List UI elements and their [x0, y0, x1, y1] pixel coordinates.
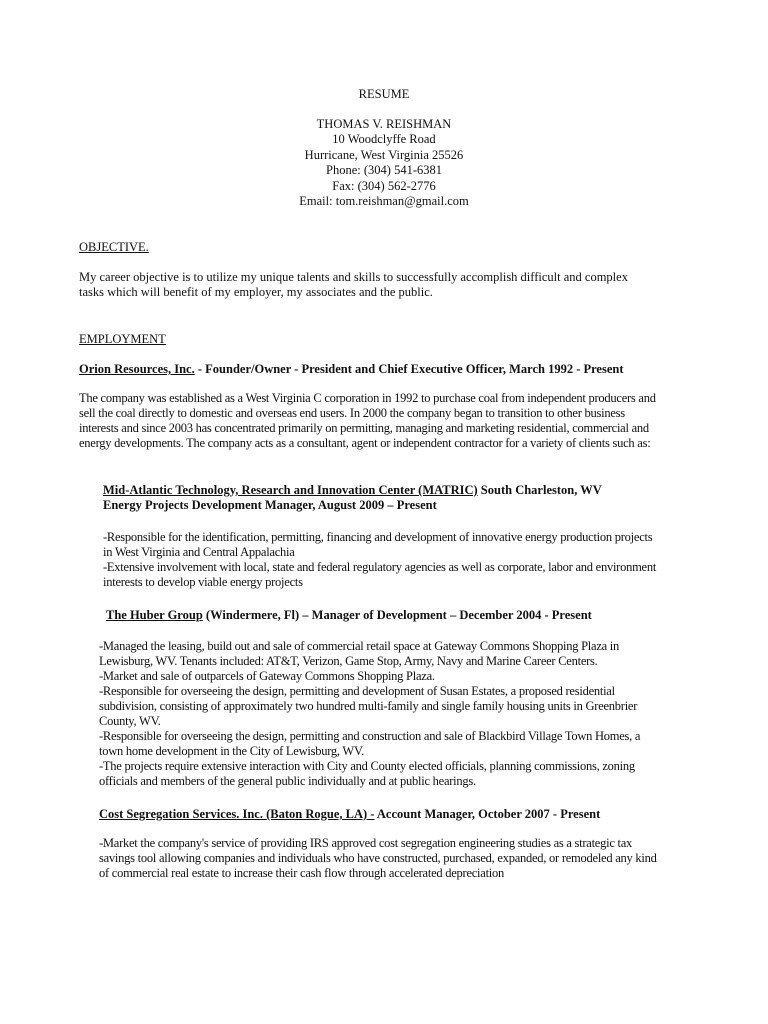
street-address: 10 Woodclyffe Road — [332, 132, 436, 146]
huber-role: (Windermere, Fl) – Manager of Development – December 2004 - Present — [202, 608, 592, 622]
matric-line: -Extensive involvement with local, state and federal regulatory agencies as well as corporate, labor and environment — [103, 560, 657, 574]
orion-line: sell the coal directly to domestic and overseas end users. In 2000 the company began to transition to other business — [79, 406, 625, 420]
matric-role: Energy Projects Development Manager, August 2009 – Present — [103, 498, 437, 512]
huber-line: County, WV. — [99, 714, 161, 728]
matric-description — [103, 530, 656, 590]
matric-location: South Charleston, WV — [477, 483, 602, 497]
matric-line: in West Virginia and Central Appalachia — [103, 545, 295, 559]
objective-line: My career objective is to utilize my unique talents and skills to successfully accomplish difficult and complex — [79, 270, 628, 284]
huber-job-title — [106, 608, 592, 623]
cost-job-title — [99, 807, 600, 822]
cost-description — [99, 836, 657, 881]
orion-line: energy developments. The company acts as a consultant, agent or independent contractor for a variety of clients such as: — [79, 436, 651, 450]
resume-title: RESUME — [358, 87, 410, 101]
objective-text — [79, 270, 628, 300]
orion-job-title — [79, 362, 624, 377]
huber-line: -Responsible for overseeing the design, permitting and construction and sale of Blackbird Village Town Homes, a — [99, 729, 641, 743]
cost-line: -Market the company's service of providing IRS approved cost segregation engineering studies as a strategic tax — [99, 836, 633, 850]
cost-line: savings tool allowing companies and individuals who have constructed, purchased, expanded, or remodeled any kind — [99, 851, 657, 865]
resume-header — [0, 87, 768, 210]
email: Email: tom.reishman@gmail.com — [299, 194, 469, 208]
huber-line: -Responsible for overseeing the design, permitting and development of Susan Estates, a proposed residential — [99, 684, 615, 698]
cost-line: of commercial real estate to increase their cash flow through accelerated depreciation — [99, 866, 505, 880]
person-name: THOMAS V. REISHMAN — [316, 116, 452, 131]
huber-line: town home development in the City of Lewisburg, WV. — [99, 744, 364, 758]
huber-description — [99, 639, 640, 789]
cost-org: Cost Segregation Services. Inc. (Baton Rogue, LA) - — [99, 807, 375, 821]
huber-line: subdivision, consisting of approximately two hundred multi-family and single family housing units in Greenbrier — [99, 699, 638, 713]
huber-line: -The projects require extensive interaction with City and County elected officials, planning commissions, zoning — [99, 759, 635, 773]
objective-line: tasks which will benefit of my employer, my associates and the public. — [79, 285, 433, 299]
huber-line: Lewisburg, WV. Tenants included: AT&T, Verizon, Game Stop, Army, Navy and Marine Career Centers. — [99, 654, 598, 668]
huber-line: officials and members of the general public individually and at public hearings. — [99, 774, 476, 788]
orion-line: The company was established as a West Virginia C corporation in 1992 to purchase coal from independent producers and — [79, 391, 656, 405]
orion-description — [79, 391, 656, 451]
huber-line: -Managed the leasing, build out and sale of commercial retail space at Gateway Commons Shopping Plaza in — [99, 639, 620, 653]
matric-line: -Responsible for the identification, permitting, financing and development of innovative energy production projects — [103, 530, 653, 544]
city-address: Hurricane, West Virginia 25526 — [304, 147, 464, 162]
matric-heading — [103, 483, 602, 513]
huber-line: -Market and sale of outparcels of Gateway Commons Shopping Plaza. — [99, 669, 435, 683]
orion-role: - Founder/Owner - President and Chief Executive Officer, March 1992 - Present — [194, 362, 624, 376]
objective-heading: OBJECTIVE. — [79, 240, 149, 254]
huber-org: The Huber Group — [106, 608, 203, 622]
matric-org: Mid-Atlantic Technology, Research and Innovation Center (MATRIC) — [103, 483, 478, 497]
orion-line: interests and since 2003 has concentrated primarily on permitting, managing and marketing residential, commercial and — [79, 421, 649, 435]
employment-heading: EMPLOYMENT — [79, 332, 166, 346]
phone: Phone: (304) 541-6381 — [326, 163, 442, 177]
fax: Fax: (304) 562-2776 — [332, 178, 436, 193]
orion-company: Orion Resources, Inc. — [79, 362, 195, 376]
cost-role: Account Manager, October 2007 - Present — [374, 807, 601, 821]
matric-line: interests to develop viable energy projects — [103, 575, 303, 589]
